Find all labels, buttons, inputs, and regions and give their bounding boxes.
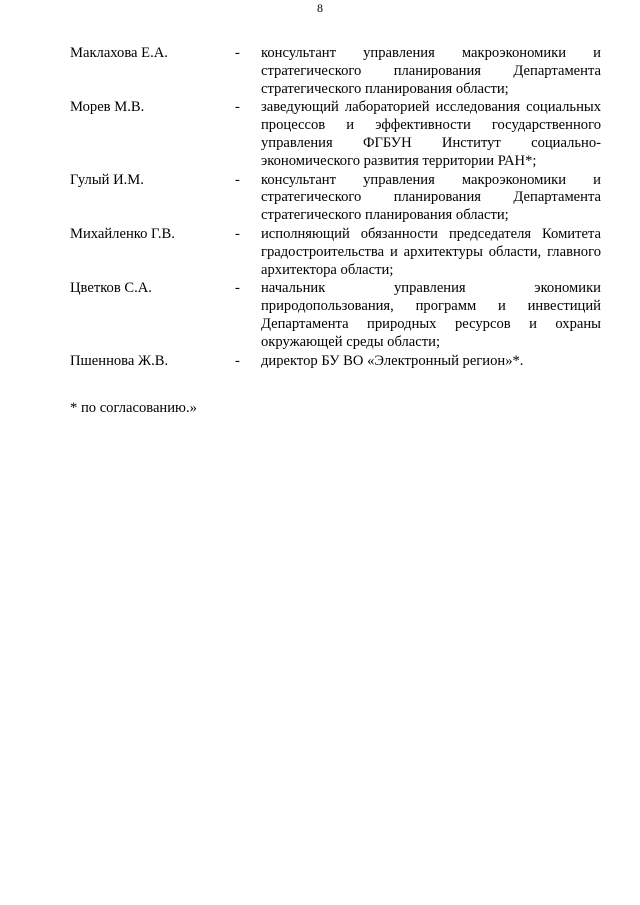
member-dash: - (235, 45, 240, 61)
member-role: директор БУ ВО «Электронный регион»*. (261, 352, 524, 369)
member-dash: - (235, 225, 240, 242)
member-name: Маклахова Е.А. (70, 45, 168, 61)
roster-entry (70, 99, 601, 170)
member-roster (70, 45, 601, 371)
member-name: Цветков С.А. (70, 280, 152, 297)
footnote: * по согласованию.» (70, 400, 197, 416)
member-name: Пшеннова Ж.В. (70, 352, 169, 369)
member-dash: - (235, 99, 240, 116)
roster-entry (70, 226, 601, 279)
member-dash: - (235, 352, 240, 369)
page-number: 8 (317, 1, 323, 15)
roster-entry (70, 172, 601, 225)
member-name: Михайленко Г.В. (70, 225, 175, 242)
roster-entry (70, 280, 601, 351)
member-role: исполняющий обязанности председателя Комитета градостроительства и архитектуры области, главного архитектора области; (261, 225, 601, 278)
member-name: Гулый И.М. (70, 171, 144, 188)
member-dash: - (235, 280, 240, 297)
member-role: консультант управления макроэкономики и стратегического планирования Департамента стратегического планирования области; (261, 171, 601, 224)
member-dash: - (235, 171, 240, 188)
member-role: консультант управления макроэкономики и стратегического планирования Департамента стратегического планирования области; (261, 45, 601, 97)
roster-entry (70, 353, 601, 371)
roster-entry (70, 45, 601, 98)
member-name: Морев М.В. (70, 99, 145, 116)
member-role: начальник управления экономики природопользования, программ и инвестиций Департамента природных ресурсов и охраны окружающей среды области; (261, 280, 601, 350)
member-role: заведующий лабораторией исследования социальных процессов и эффективности государственного управления ФГБУН Институт социально-экономического развития территории РАН*; (261, 99, 601, 169)
